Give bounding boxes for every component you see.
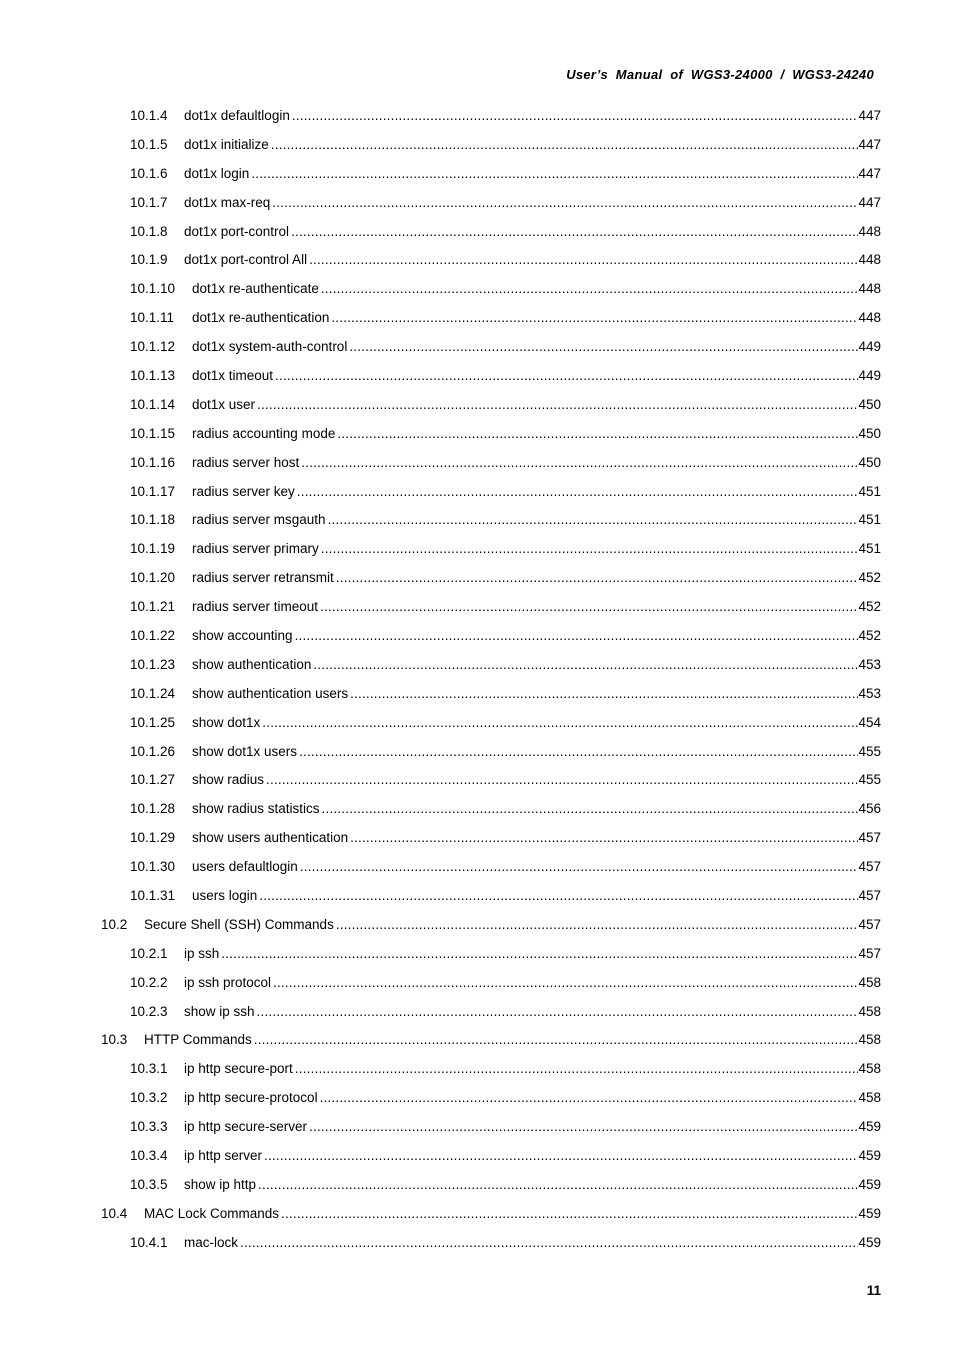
- toc-entry[interactable]: [0, 650, 954, 679]
- toc-entry-page: 456: [858, 801, 881, 817]
- toc-dot-leader: [336, 917, 859, 932]
- toc-entry-page: 458: [858, 1032, 881, 1048]
- toc-entry-page: 449: [858, 339, 881, 355]
- toc-dot-leader: [321, 281, 859, 296]
- toc-entry[interactable]: [0, 679, 954, 708]
- toc-entry-title: radius server msgauth: [192, 512, 326, 528]
- toc-entry-page: 451: [858, 541, 881, 557]
- toc-entry-title: show ip http: [184, 1176, 257, 1192]
- toc-entry[interactable]: [0, 1228, 954, 1257]
- toc-dot-leader: [331, 310, 858, 325]
- toc-dot-leader: [300, 859, 859, 874]
- toc-entry-title: ip http secure-protocol: [184, 1090, 318, 1106]
- toc-entry-number: 10.1.6: [130, 165, 168, 181]
- toc-entry[interactable]: [0, 1141, 954, 1170]
- toc-entry-title: show users authentication: [192, 830, 349, 846]
- toc-dot-leader: [337, 426, 858, 441]
- toc-entry-number: 10.1.29: [130, 830, 176, 846]
- toc-dot-leader: [257, 1004, 859, 1019]
- toc-entry-page: 448: [858, 310, 881, 326]
- toc-dot-leader: [221, 946, 858, 961]
- toc-entry-number: 10.1.7: [130, 194, 168, 210]
- toc-entry-page: 447: [858, 107, 881, 123]
- toc-entry-title: Secure Shell (SSH) Commands: [144, 916, 334, 932]
- toc-entry-number: 10.1.21: [130, 599, 176, 615]
- toc-entry-number: 10.1.4: [130, 107, 168, 123]
- toc-entry-title: mac-lock: [184, 1234, 239, 1250]
- toc-entry-number: 10.1.12: [130, 339, 176, 355]
- toc-entry-number: 10.4: [101, 1205, 128, 1221]
- toc-entry-number: 10.1.8: [130, 223, 168, 239]
- toc-entry-page: 457: [858, 916, 881, 932]
- toc-entry-page: 448: [858, 252, 881, 268]
- toc-entry-number: 10.1.28: [130, 801, 176, 817]
- toc-dot-leader: [320, 1090, 859, 1105]
- toc-entry-number: 10.1.22: [130, 627, 176, 643]
- toc-dot-leader: [275, 368, 858, 383]
- toc-entry-page: 459: [858, 1148, 881, 1163]
- toc-entry-title: ip http secure-server: [184, 1119, 308, 1135]
- toc-entry[interactable]: [0, 939, 954, 968]
- toc-entry-page: 450: [858, 396, 881, 412]
- toc-entry-number: 10.1.25: [130, 714, 176, 730]
- toc-entry-title: show authentication: [192, 656, 312, 672]
- toc-entry-number: 10.1.9: [130, 252, 168, 268]
- toc-entry-number: 10.2.1: [130, 945, 168, 961]
- toc-entry-title: radius server host: [192, 454, 300, 470]
- toc-entry-number: 10.3.1: [130, 1061, 168, 1077]
- toc-entry-number: 10.2.2: [130, 974, 168, 990]
- toc-entry-page: 459: [858, 1176, 881, 1192]
- toc-entry-number: 10.1.10: [130, 281, 176, 297]
- toc-entry-page: 452: [858, 599, 881, 615]
- toc-entry-title: ip http server: [184, 1148, 263, 1163]
- toc-entry-title: dot1x port-control: [184, 223, 290, 239]
- toc-entry[interactable]: [0, 217, 954, 246]
- toc-entry-title: HTTP Commands: [144, 1032, 252, 1048]
- toc-entry[interactable]: [0, 390, 954, 419]
- toc-entry[interactable]: [0, 563, 954, 592]
- toc-entry-title: dot1x initialize: [184, 136, 269, 152]
- toc-entry-page: 457: [858, 830, 881, 846]
- toc-dot-leader: [281, 1206, 858, 1221]
- toc-entry-number: 10.1.11: [130, 310, 175, 326]
- toc-dot-leader: [313, 657, 858, 672]
- toc-entry[interactable]: [0, 621, 954, 650]
- toc-entry[interactable]: [0, 708, 954, 737]
- toc-entry[interactable]: [0, 968, 954, 997]
- toc-entry-number: 10.1.18: [130, 512, 176, 528]
- running-header: User’s Manual of WGS3-24000 / WGS3-24240: [566, 67, 874, 82]
- toc-entry[interactable]: [0, 852, 954, 881]
- toc-entry-number: 10.1.24: [130, 685, 176, 701]
- toc-entry-page: 458: [858, 974, 881, 990]
- toc-entry-number: 10.1.13: [130, 367, 176, 383]
- toc-entry-number: 10.1.20: [130, 570, 176, 586]
- page-number: 11: [866, 1283, 881, 1298]
- toc-dot-leader: [259, 888, 858, 903]
- toc-entry-page: 450: [858, 425, 881, 441]
- toc-entry-page: 447: [858, 165, 881, 181]
- toc-dot-leader: [350, 830, 858, 845]
- toc-entry-title: show ip ssh: [184, 1003, 255, 1019]
- table-of-contents: [0, 101, 954, 1257]
- toc-entry-title: radius server primary: [192, 541, 319, 557]
- toc-dot-leader: [291, 224, 858, 239]
- toc-entry[interactable]: [0, 823, 954, 852]
- toc-entry-number: 10.2.3: [130, 1003, 168, 1019]
- toc-entry[interactable]: [0, 274, 954, 303]
- toc-entry-number: 10.1.27: [130, 772, 176, 788]
- toc-entry[interactable]: [0, 910, 954, 939]
- toc-entry-title: radius server key: [192, 483, 295, 499]
- toc-entry[interactable]: [0, 1054, 954, 1083]
- toc-entry-title: users defaultlogin: [192, 859, 298, 875]
- toc-entry-page: 458: [858, 1090, 881, 1106]
- toc-entry-page: 447: [858, 136, 881, 152]
- toc-dot-leader: [309, 252, 858, 267]
- toc-entry-title: MAC Lock Commands: [144, 1205, 280, 1221]
- toc-entry-number: 10.1.26: [130, 743, 176, 759]
- toc-entry-page: 458: [858, 1003, 881, 1019]
- toc-entry-title: show dot1x users: [192, 743, 298, 759]
- toc-dot-leader: [295, 628, 859, 643]
- toc-entry-title: show dot1x: [192, 714, 261, 730]
- toc-entry-number: 10.1.19: [130, 541, 176, 557]
- toc-entry-page: 452: [858, 570, 881, 586]
- toc-dot-leader: [271, 137, 859, 152]
- toc-dot-leader: [299, 744, 858, 759]
- toc-entry-title: radius server retransmit: [192, 570, 334, 586]
- toc-entry[interactable]: [0, 419, 954, 448]
- toc-dot-leader: [336, 570, 859, 585]
- toc-entry-page: 455: [858, 772, 881, 788]
- toc-entry-title: dot1x system-auth-control: [192, 339, 348, 355]
- toc-entry-title: dot1x defaultlogin: [184, 107, 290, 123]
- toc-entry[interactable]: [0, 505, 954, 534]
- toc-entry[interactable]: [0, 159, 954, 188]
- toc-dot-leader: [322, 801, 859, 816]
- toc-entry-number: 10.1.23: [130, 656, 176, 672]
- toc-entry-title: users login: [192, 887, 258, 903]
- toc-dot-leader: [350, 686, 858, 701]
- toc-entry-page: 450: [858, 454, 881, 470]
- toc-dot-leader: [258, 1177, 858, 1192]
- toc-entry[interactable]: [0, 101, 954, 130]
- toc-entry-number: 10.3: [101, 1032, 128, 1048]
- toc-entry-title: show radius statistics: [192, 801, 320, 817]
- toc-entry-number: 10.3.3: [130, 1119, 168, 1135]
- toc-entry-page: 447: [858, 194, 881, 210]
- toc-entry-page: 451: [858, 483, 881, 499]
- toc-entry-number: 10.4.1: [130, 1234, 168, 1250]
- toc-entry-page: 449: [858, 367, 881, 383]
- toc-entry-page: 457: [858, 945, 881, 961]
- toc-dot-leader: [257, 397, 858, 412]
- toc-entry[interactable]: [0, 188, 954, 217]
- toc-dot-leader: [273, 975, 858, 990]
- toc-entry-title: show radius: [192, 772, 265, 788]
- toc-entry-number: 10.3.5: [130, 1176, 168, 1192]
- toc-entry-page: 459: [858, 1205, 881, 1221]
- toc-entry-page: 455: [858, 743, 881, 759]
- toc-entry-title: ip http secure-port: [184, 1061, 293, 1077]
- toc-entry-page: 459: [858, 1234, 881, 1250]
- toc-dot-leader: [262, 715, 858, 730]
- toc-dot-leader: [266, 772, 858, 787]
- toc-entry[interactable]: [0, 1026, 954, 1055]
- toc-entry-title: ip ssh protocol: [184, 974, 272, 990]
- toc-entry[interactable]: [0, 332, 954, 361]
- toc-entry-number: 10.1.16: [130, 454, 176, 470]
- toc-entry-page: 459: [858, 1119, 881, 1135]
- toc-entry-page: 451: [858, 512, 881, 528]
- toc-entry-page: 448: [858, 223, 881, 239]
- toc-dot-leader: [295, 1061, 859, 1076]
- toc-dot-leader: [264, 1148, 858, 1163]
- toc-entry-page: 454: [858, 714, 881, 730]
- toc-dot-leader: [240, 1235, 858, 1250]
- toc-entry[interactable]: [0, 361, 954, 390]
- toc-entry[interactable]: [0, 303, 954, 332]
- toc-entry-page: 457: [858, 887, 881, 903]
- toc-dot-leader: [292, 108, 859, 123]
- toc-entry[interactable]: [0, 534, 954, 563]
- toc-entry[interactable]: [0, 245, 954, 274]
- toc-dot-leader: [328, 512, 859, 527]
- toc-entry[interactable]: [0, 1112, 954, 1141]
- toc-entry-page: 452: [858, 627, 881, 643]
- toc-dot-leader: [272, 195, 858, 210]
- toc-dot-leader: [297, 484, 859, 499]
- toc-entry-title: dot1x max-req: [184, 194, 271, 210]
- toc-entry-title: radius server timeout: [192, 599, 319, 615]
- toc-dot-leader: [251, 166, 858, 181]
- toc-entry[interactable]: [0, 794, 954, 823]
- toc-entry-number: 10.1.14: [130, 396, 176, 412]
- toc-dot-leader: [301, 455, 858, 470]
- toc-entry-number: 10.1.15: [130, 425, 176, 441]
- toc-entry-page: 457: [858, 859, 881, 875]
- toc-entry-page: 453: [858, 656, 881, 672]
- toc-entry-title: dot1x login: [184, 165, 250, 181]
- toc-entry-title: dot1x re-authenticate: [192, 281, 319, 297]
- toc-entry[interactable]: [0, 1170, 954, 1199]
- toc-dot-leader: [320, 599, 858, 614]
- toc-entry-title: radius accounting mode: [192, 425, 336, 441]
- toc-entry-title: ip ssh: [184, 945, 220, 961]
- toc-entry-number: 10.1.31: [130, 887, 176, 903]
- toc-entry[interactable]: [0, 1083, 954, 1112]
- toc-entry[interactable]: [0, 997, 954, 1026]
- toc-entry-number: 10.2: [101, 916, 128, 932]
- toc-entry-title: show authentication users: [192, 685, 349, 701]
- toc-entry-title: dot1x user: [192, 396, 256, 412]
- toc-entry-number: 10.3.4: [130, 1148, 168, 1163]
- toc-entry-number: 10.3.2: [130, 1090, 168, 1106]
- toc-dot-leader: [321, 541, 859, 556]
- toc-entry-number: 10.1.5: [130, 136, 168, 152]
- toc-entry[interactable]: [0, 1199, 954, 1228]
- toc-entry-number: 10.1.17: [130, 483, 176, 499]
- toc-entry[interactable]: [0, 477, 954, 506]
- toc-entry[interactable]: [0, 130, 954, 159]
- toc-entry[interactable]: [0, 765, 954, 794]
- toc-entry-title: show accounting: [192, 627, 293, 643]
- toc-entry[interactable]: [0, 448, 954, 477]
- toc-entry-title: dot1x re-authentication: [192, 310, 330, 326]
- toc-entry-number: 10.1.30: [130, 859, 176, 875]
- toc-entry-title: dot1x port-control All: [184, 252, 308, 268]
- toc-dot-leader: [349, 339, 858, 354]
- toc-dot-leader: [309, 1119, 858, 1134]
- toc-entry-page: 448: [858, 281, 881, 297]
- toc-entry[interactable]: [0, 737, 954, 766]
- toc-entry-title: dot1x timeout: [192, 367, 274, 383]
- toc-entry[interactable]: [0, 592, 954, 621]
- toc-entry-page: 458: [858, 1061, 881, 1077]
- toc-dot-leader: [254, 1032, 859, 1047]
- toc-entry[interactable]: [0, 881, 954, 910]
- toc-entry-page: 453: [858, 685, 881, 701]
